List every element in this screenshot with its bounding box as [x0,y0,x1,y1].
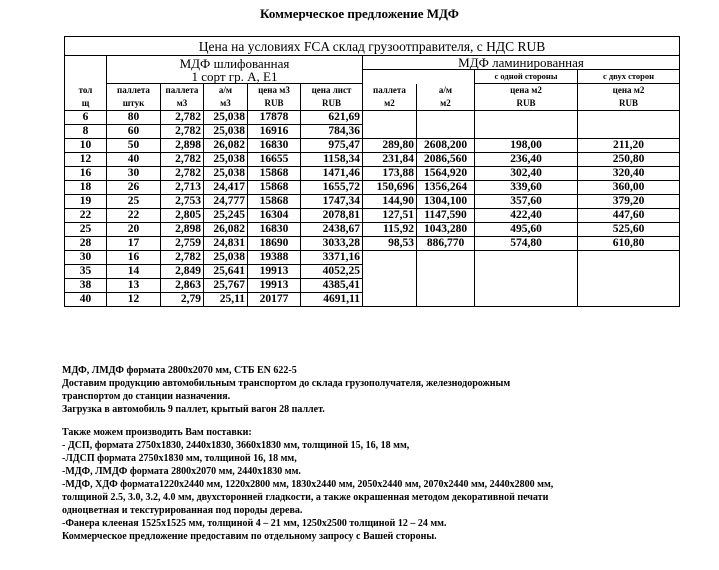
table-cell: 2,782 [161,125,204,139]
column-header-line2: м3 [176,98,188,108]
table-row [65,153,680,167]
table-cell: 2,805 [161,209,204,223]
table-cell: 26 [107,181,161,195]
table-cell: 2,782 [161,111,204,125]
table-cell: 231,84 [363,153,417,167]
table-cell: 22 [107,209,161,223]
table-cell: 16916 [248,125,301,139]
column-header-line2: штук [122,98,145,108]
table-cell: 17 [107,237,161,251]
table-cell: 1356,264 [417,181,475,195]
table-cell: 2438,67 [301,223,363,237]
table-cell: 144,90 [363,195,417,209]
note-line: -Фанера клееная 1525х1525 мм, толщиной 4 – 21 мм, 1250х2500 толщиной 12 – 24 мм. [62,518,447,529]
group-polished-line1: МДФ шлифованная [179,55,290,71]
table-cell: 2,79 [161,293,204,307]
table-cell: 2078,81 [301,209,363,223]
table-cell: 12 [107,293,161,307]
table-row [65,237,680,251]
table-cell: 25,038 [204,167,248,181]
table-cell [363,293,417,307]
table-cell: 25,245 [204,209,248,223]
table-cell: 1304,100 [417,195,475,209]
table-cell: 18690 [248,237,301,251]
column-header-line2: RUB [516,98,536,108]
table-cell: 173,88 [363,167,417,181]
table-cell: 379,20 [578,195,680,209]
group-header-laminated: МДФ ламинированная [363,56,680,70]
note-line: транспортом до станции назначения. [62,391,231,402]
column-header [107,84,161,111]
table-cell: 495,60 [475,223,578,237]
table-cell [417,293,475,307]
column-header [161,84,204,111]
table-cell [578,111,680,125]
table-cell: 339,60 [475,181,578,195]
column-header-line1: цена м3 [258,85,290,95]
table-cell: 1043,280 [417,223,475,237]
table-cell: 1655,72 [301,181,363,195]
table-cell: 1747,34 [301,195,363,209]
table-cell [363,125,417,139]
column-header-line1: а/м [438,84,453,95]
table-cell [363,265,417,279]
table-cell: 38 [65,279,107,293]
note-line: Коммерческое предложение предоставим по отдельному запросу с Вашей стороны. [62,531,437,542]
table-cell: 198,00 [475,139,578,153]
table-cell: 6 [65,111,107,125]
table-cell: 3371,16 [301,251,363,265]
column-header-line1: а/м [218,85,233,95]
table-cell: 16830 [248,223,301,237]
table-cell: 1471,46 [301,167,363,181]
table-cell: 24,777 [204,195,248,209]
subheader-one-side: с одной стороны [475,70,578,84]
table-cell: 4052,25 [301,265,363,279]
table-cell: 28 [65,237,107,251]
table-cell [578,279,680,293]
table-cell: 19913 [248,279,301,293]
table-cell: 16304 [248,209,301,223]
table-cell: 784,36 [301,125,363,139]
table-cell: 19388 [248,251,301,265]
table-cell [578,265,680,279]
table-cell: 127,51 [363,209,417,223]
table-cell: 18 [65,181,107,195]
table-cell: 525,60 [578,223,680,237]
table-row [65,167,680,181]
table-cell [363,111,417,125]
table-cell: 16 [107,251,161,265]
table-cell: 3033,28 [301,237,363,251]
column-header-line2: RUB [321,98,341,108]
note-line: -МДФ, ХДФ формата1220х2440 мм, 1220х2800 мм, 1830х2440 мм, 2050х2440 мм, 2070х2440 мм, 2440х2800 мм, [62,479,554,490]
table-cell: 19 [65,195,107,209]
table-row [65,279,680,293]
column-header-line1: паллета [165,85,199,95]
table-cell: 25,767 [204,279,248,293]
table-cell [363,279,417,293]
table-cell: 98,53 [363,237,417,251]
table-cell [475,279,578,293]
table-cell: 236,40 [475,153,578,167]
column-header [301,84,363,111]
table-cell: 25,038 [204,251,248,265]
column-header-line2: м3 [220,98,231,108]
group-header-polished [107,56,363,84]
table-row [65,181,680,195]
table-cell [578,251,680,265]
table-cell [475,251,578,265]
notes-also-supply [62,426,702,543]
table-cell: 2,759 [161,237,204,251]
table-cell: 289,80 [363,139,417,153]
table-cell: 25,11 [204,293,248,307]
note-line: - ДСП, формата 2750х1830, 2440х1830, 3660х1830 мм, толщиной 15, 16, 18 мм, [62,440,410,451]
table-cell: 10 [65,139,107,153]
table-cell: 422,40 [475,209,578,223]
notes-section [62,364,702,543]
table-cell: 16830 [248,139,301,153]
table-cell: 24,831 [204,237,248,251]
table-cell [578,125,680,139]
table-cell: 357,60 [475,195,578,209]
table-cell: 115,92 [363,223,417,237]
table-cell: 2,849 [161,265,204,279]
note-line: Доставим продукцию автомобильным транспортом до склада грузополучателя, железнодорожным [62,378,511,389]
table-cell: 886,770 [417,237,475,251]
table-cell: 19913 [248,265,301,279]
table-cell: 8 [65,125,107,139]
table-cell: 4691,11 [301,293,363,307]
table-caption: Цена на условиях FCA склад грузоотправителя, с НДС RUB [65,37,680,56]
column-header [363,84,417,111]
table-cell: 80 [107,111,161,125]
table-row [65,111,680,125]
table-cell: 1564,920 [417,167,475,181]
subheader-two-sides: с двух сторон [578,70,680,84]
table-cell: 25,038 [204,125,248,139]
column-header [578,84,680,111]
column-header [65,84,107,111]
column-header [248,84,301,111]
column-header [417,84,475,111]
note-line: Также можем производить Вам поставки: [62,427,252,438]
table-cell: 26,082 [204,223,248,237]
table-cell [363,251,417,265]
table-cell: 60 [107,125,161,139]
header-spacer-laminated [363,70,475,84]
table-cell: 610,80 [578,237,680,251]
table-cell: 35 [65,265,107,279]
table-cell: 975,47 [301,139,363,153]
table-cell [417,251,475,265]
table-cell: 1147,590 [417,209,475,223]
table-cell: 17878 [248,111,301,125]
table-cell: 40 [65,293,107,307]
table-row [65,293,680,307]
column-header-line1: цена м2 [612,85,645,95]
table-cell: 26,082 [204,139,248,153]
table-cell: 621,69 [301,111,363,125]
table-cell: 211,20 [578,139,680,153]
table-cell [578,293,680,307]
note-line: МДФ, ЛМДФ формата 2800х2070 мм, СТБ EN 622-5 [62,365,297,376]
table-row [65,139,680,153]
table-cell: 360,00 [578,181,680,195]
column-header-line1: паллета [373,84,406,95]
table-cell: 25,641 [204,265,248,279]
column-header-line1: цена лист [311,85,352,95]
table-cell: 20 [107,223,161,237]
table-cell [417,125,475,139]
column-header-line2: RUB [264,98,284,108]
table-cell: 447,60 [578,209,680,223]
table-row [65,223,680,237]
table-cell: 2,753 [161,195,204,209]
table-row [65,195,680,209]
table-cell: 50 [107,139,161,153]
note-line: -МДФ, ЛМДФ формата 2800х2070 мм, 2440х1830 мм. [62,466,301,477]
header-spacer [65,56,107,84]
table-cell: 2,782 [161,251,204,265]
table-cell: 22 [65,209,107,223]
table-cell [475,125,578,139]
column-header-line2: щ [81,97,90,108]
table-cell [475,293,578,307]
table-cell: 25 [65,223,107,237]
table-cell: 2,782 [161,153,204,167]
document-title: Коммерческое предложение МДФ [260,6,459,21]
table-cell: 2608,200 [417,139,475,153]
table-cell [417,279,475,293]
column-header-line2: RUB [619,98,639,108]
table-cell: 2,782 [161,167,204,181]
table-row [65,125,680,139]
table-cell [417,111,475,125]
table-cell: 150,696 [363,181,417,195]
note-line: одноцветная и текстурированная под породы дерева. [62,505,303,516]
column-header-row [65,84,680,111]
table-cell [475,265,578,279]
table-cell: 14 [107,265,161,279]
column-header-line1: тол [78,84,93,95]
table-cell: 12 [65,153,107,167]
note-line: -ЛДСП формата 2750х1830 мм, толщиной 16, 18 мм, [62,453,297,464]
table-row [65,251,680,265]
table-cell [417,265,475,279]
price-table [64,36,680,307]
price-table-body [65,37,680,307]
table-cell: 30 [107,167,161,181]
table-cell [475,111,578,125]
notes-gap [62,416,702,426]
column-header-line2: м2 [440,97,451,108]
table-cell: 15868 [248,195,301,209]
column-header-line1: паллета [117,85,150,95]
table-cell: 16655 [248,153,301,167]
table-cell: 13 [107,279,161,293]
table-cell: 2,713 [161,181,204,195]
table-cell: 2086,560 [417,153,475,167]
table-cell: 2,898 [161,139,204,153]
note-line: Загрузка в автомобиль 9 паллет, крытый вагон 28 паллет. [62,404,325,415]
table-cell: 25,038 [204,111,248,125]
table-cell: 2,863 [161,279,204,293]
table-cell: 302,40 [475,167,578,181]
table-cell: 20177 [248,293,301,307]
table-cell: 320,40 [578,167,680,181]
column-header [204,84,248,111]
column-header-line2: м2 [384,97,395,108]
table-cell: 40 [107,153,161,167]
table-cell: 15868 [248,181,301,195]
table-row [65,265,680,279]
table-cell: 250,80 [578,153,680,167]
table-cell: 25,038 [204,153,248,167]
table-cell: 4385,41 [301,279,363,293]
column-header [475,84,578,111]
table-cell: 1158,34 [301,153,363,167]
table-cell: 2,898 [161,223,204,237]
table-cell: 15868 [248,167,301,181]
table-cell: 30 [65,251,107,265]
table-cell: 16 [65,167,107,181]
table-cell: 24,417 [204,181,248,195]
table-cell: 25 [107,195,161,209]
group-polished-line2: 1 сорт гр. А, Е1 [191,68,278,84]
column-header-line1: цена м2 [510,85,542,95]
notes-delivery [62,364,702,416]
table-row [65,209,680,223]
note-line: толщиной 2.5, 3.0, 3.2, 4.0 мм, двухсторонней гладкости, а также окрашенная методом декоративной печати [62,492,549,503]
table-cell: 574,80 [475,237,578,251]
